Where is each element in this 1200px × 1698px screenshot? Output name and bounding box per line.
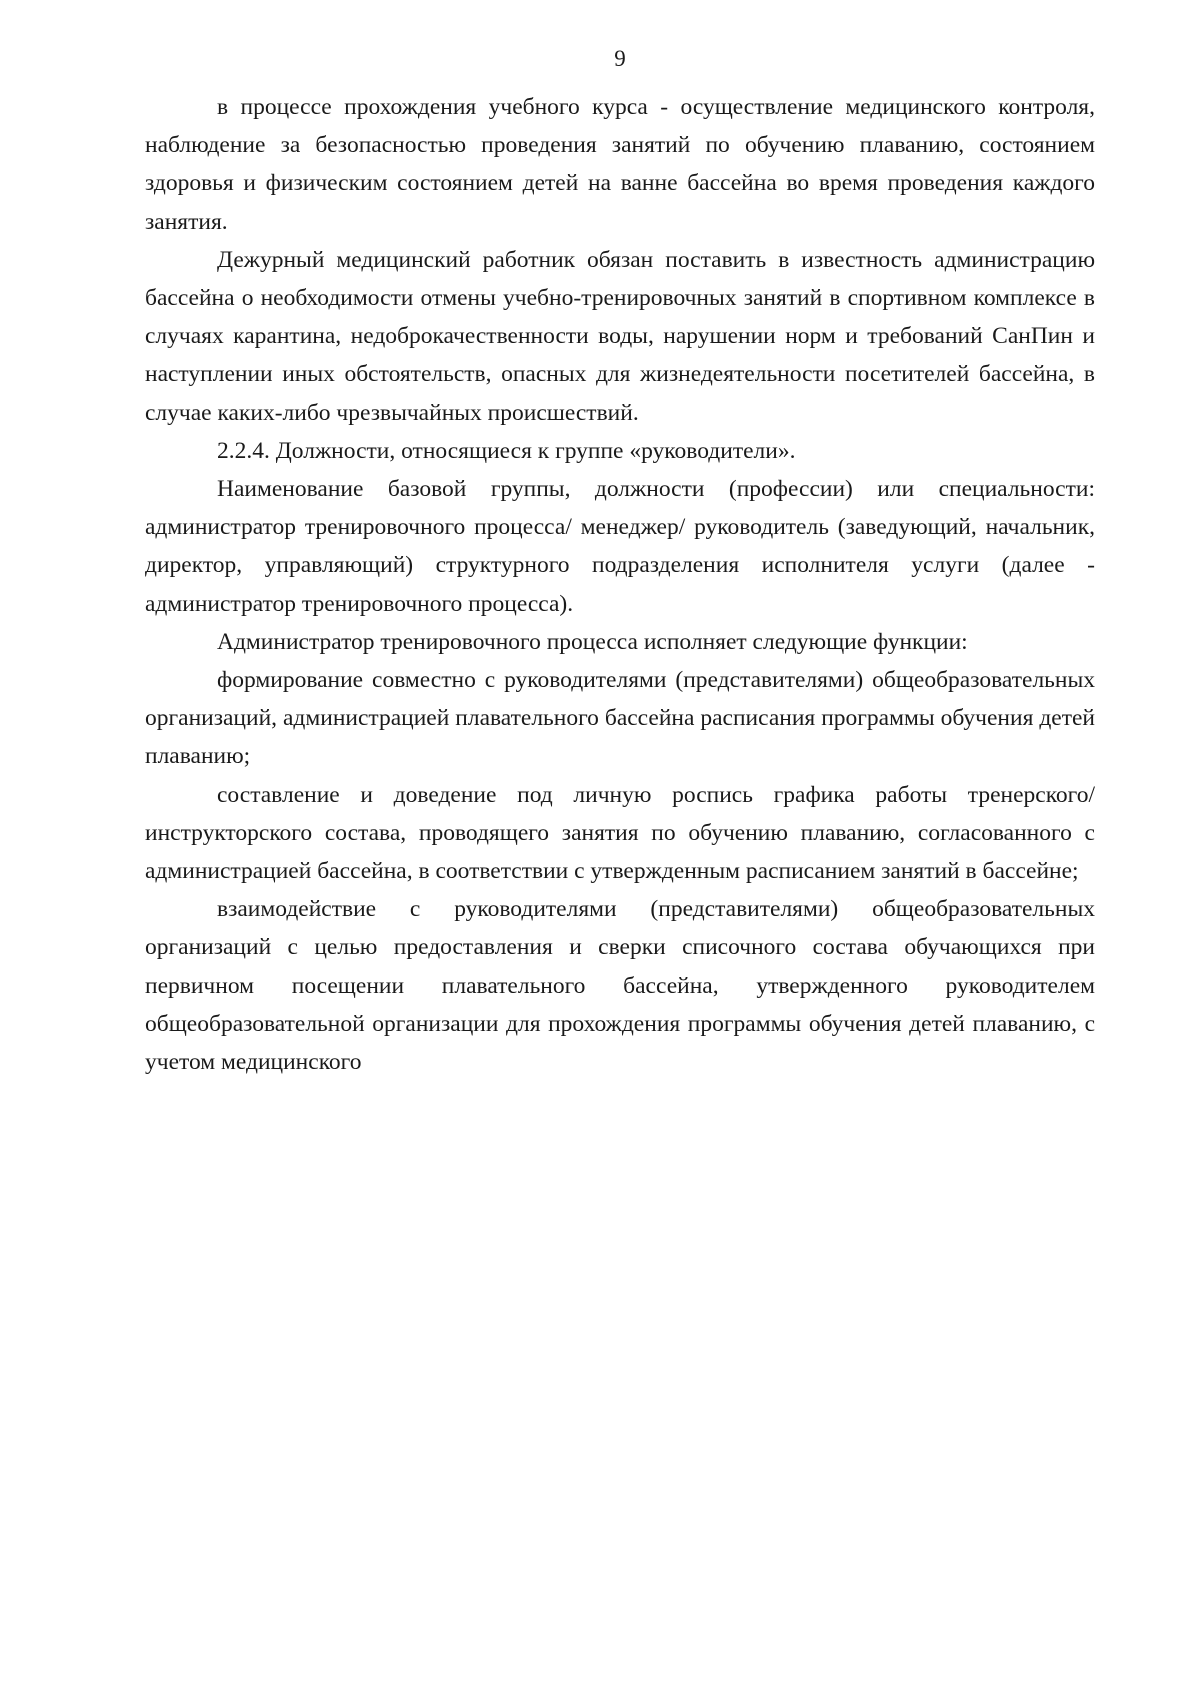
section-heading-2-2-4: 2.2.4. Должности, относящиеся к группе «руководители». [217, 437, 796, 464]
paragraph-position-name: Наименование базовой группы, должности (профессии) или специальности: администратор тренировочного процесса/ менеджер/ руководитель (заведующий, начальник, директор, управляющий) структурного подразделения исполнителя услуги (далее - администратор тренировочного процесса). [145, 476, 1095, 617]
paragraph-staff-schedule: составление и доведение под личную роспись графика работы тренерского/инструкторского состава, проводящего занятия по обучению плаванию, согласованного с администрацией бассейна, в соответствии с утвержденным расписанием занятий в бассейне; [145, 781, 1095, 885]
paragraph-medical-control: в процессе прохождения учебного курса - осуществление медицинского контроля, наблюдение за безопасностью проведения занятий по обучению плаванию, состоянием здоровья и физическим состоянием детей на ванне бассейна во время проведения каждого занятия. [145, 94, 1095, 235]
paragraph-interaction: взаимодействие с руководителями (представителями) общеобразовательных организаций с целью предоставления и сверки списочного состава обучающихся при первичном посещении плавательного бассейна, утвержденного руководителем общеобразовательной организации для прохождения программы обучения детей плаванию, с учетом медицинского [145, 896, 1095, 1076]
document-body [145, 88, 1095, 1081]
page-number: 9 [614, 46, 626, 71]
paragraph-administrator-functions: Администратор тренировочного процесса исполняет следующие функции: [217, 628, 968, 655]
paragraph-duty-medical-worker: Дежурный медицинский работник обязан поставить в известность администрацию бассейна о необходимости отмены учебно-тренировочных занятий в спортивном комплексе в случаях карантина, недоброкачественности воды, нарушении норм и требований СанПин и наступлении иных обстоятельств, опасных для жизнедеятельности посетителей бассейна, в случае каких-либо чрезвычайных происшествий. [145, 246, 1095, 426]
paragraph-schedule-forming: формирование совместно с руководителями (представителями) общеобразовательных организаций, администрацией плавательного бассейна расписания программы обучения детей плаванию; [145, 667, 1095, 770]
